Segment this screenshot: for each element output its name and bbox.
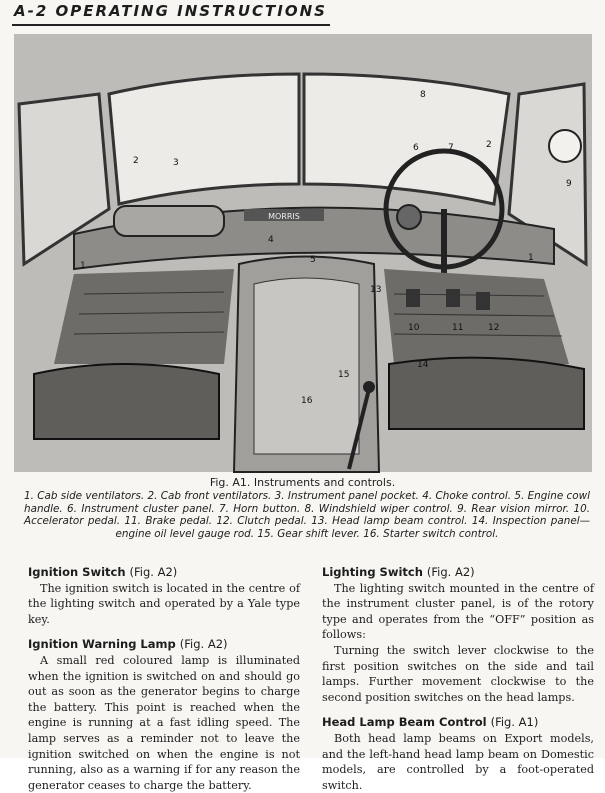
figure-ref: (Fig. A2) [426, 565, 475, 579]
callout-number: 9 [566, 179, 572, 189]
paragraph: Both head lamp beams on Export models, and the left-hand head lamp beam on Domestic models, are controlled by a foot-operated switch. [322, 731, 594, 792]
left-column [28, 565, 300, 793]
callout-number: 2 [133, 156, 139, 166]
section-heading [28, 565, 300, 581]
callout-number: 14 [417, 360, 429, 370]
callout-number: 7 [448, 143, 454, 153]
callout-number: 8 [420, 90, 426, 100]
callout-number: 15 [338, 370, 350, 380]
heading-text: Head Lamp Beam Control [322, 715, 487, 730]
page-header: A-2 OPERATING INSTRUCTIONS [14, 2, 327, 20]
paragraph: Turning the switch lever clockwise to the first position switches on the side and tail lamps. Further movement clockwise to the second position switches on the head lamps. [322, 643, 594, 704]
callout-number: 16 [301, 396, 313, 406]
section-heading [28, 637, 300, 653]
paragraph: The ignition switch is located in the centre of the lighting switch and operated by a Yale type key. [28, 581, 300, 626]
callout-number: 10 [408, 323, 420, 333]
paragraph: A small red coloured lamp is illuminated when the ignition is switched on and should go out as soon as the generator begins to charge the battery. This point is reached when the engine is running at a fast idling speed. The lamp serves as a reminder not to leave the ignition switched on when the engine is not running, also as a warning if for any reason the generator ceases to charge the battery. [28, 653, 300, 792]
header-rule [12, 24, 330, 26]
figure-ref: (Fig. A2) [129, 565, 178, 579]
callout-number: 4 [268, 235, 274, 245]
callout-number: 2 [486, 140, 492, 150]
figure-ref: (Fig. A1) [490, 715, 539, 730]
figure-ref: (Fig. A2) [179, 637, 228, 652]
callout-number: 6 [413, 143, 419, 153]
callout-number: 11 [452, 323, 464, 333]
figure-caption-title: Fig. A1. Instruments and controls. [209, 476, 396, 489]
figure-caption-legend: 1. Cab side ventilators. 2. Cab front ventilators. 3. Instrument panel pocket. 4. Choke control. 5. Engine cowl handle. 6. Instrument cluster panel. 7. Horn button. 8. Windshield wiper control. 9. Rear vision mirror. 10. Accelerator pedal. 11. Brake pedal. 12. Clutch pedal. 13. Head lamp beam control. 14. Inspection panel—engine oil level gauge rod. 15. Gear shift lever. 16. Starter switch control. [24, 490, 590, 540]
heading-text: Lighting Switch [322, 565, 423, 579]
heading-text: Ignition Switch [28, 565, 126, 579]
section-heading [322, 565, 594, 581]
callout-number: 5 [310, 255, 316, 265]
callout-number: 3 [173, 158, 179, 168]
paragraph: The lighting switch mounted in the centre of the instrument cluster panel, is of the rotory type and operates from the “OFF” position as follows: [322, 581, 594, 642]
heading-text: Ignition Warning Lamp [28, 637, 176, 652]
callout-number: 1 [528, 253, 534, 263]
section-heading [322, 715, 594, 731]
grille-badge: MORRIS [268, 212, 300, 221]
right-column [322, 565, 594, 793]
cab-interior-illustration [14, 34, 592, 472]
callout-number: 13 [370, 285, 382, 295]
callout-number: 1 [80, 261, 86, 271]
callout-number: 12 [488, 323, 500, 333]
